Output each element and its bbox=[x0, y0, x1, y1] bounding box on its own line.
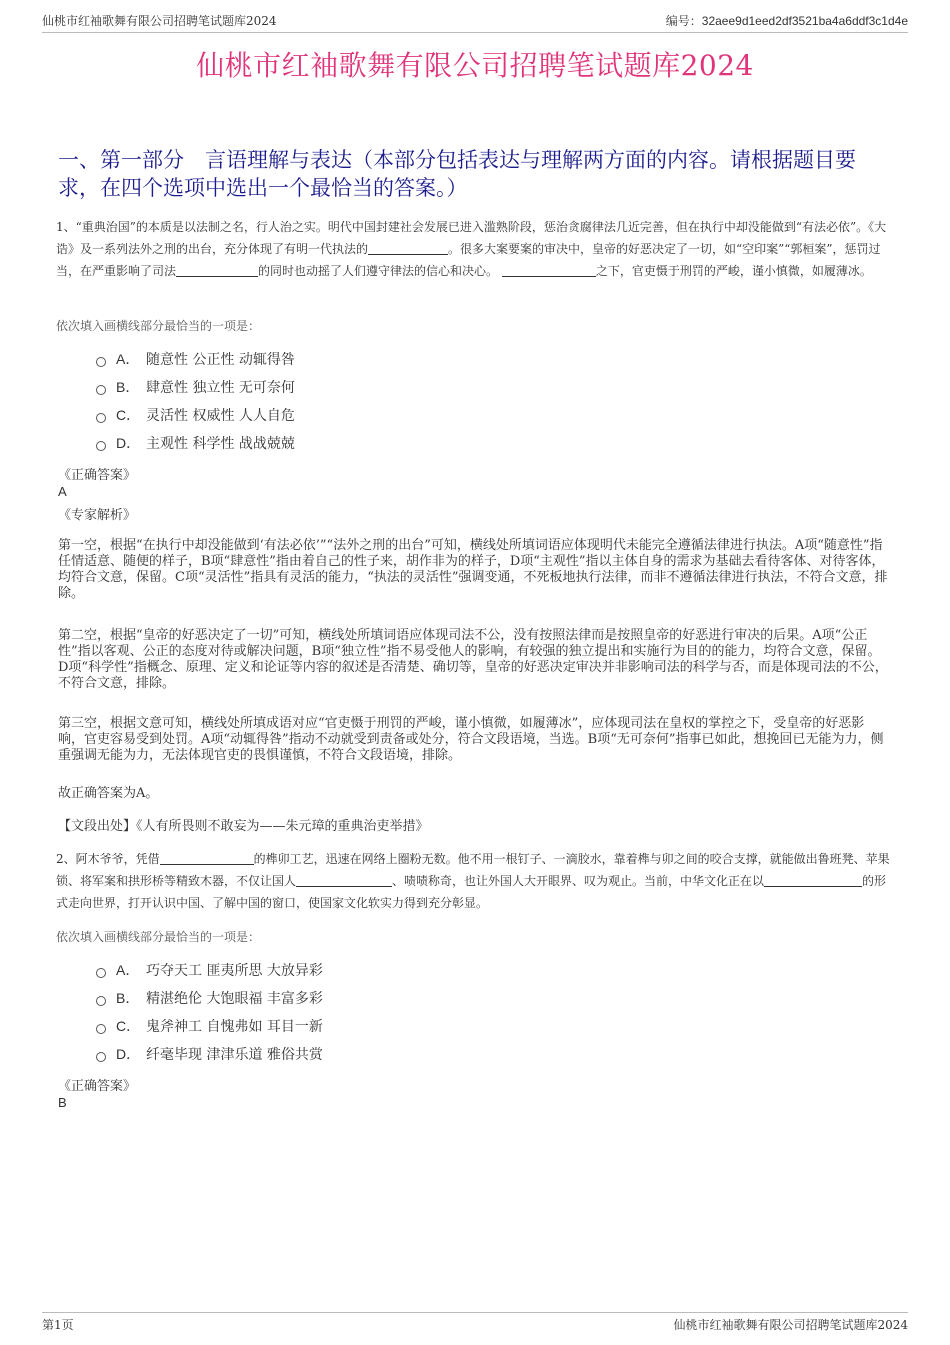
question-1-answer-label: 《正确答案》 bbox=[58, 468, 137, 483]
question-2-answer: B bbox=[58, 1095, 67, 1110]
footer-doc-name: 仙桃市红袖歌舞有限公司招聘笔试题库2024 bbox=[673, 1318, 908, 1332]
fill-blank bbox=[296, 872, 392, 887]
option-a[interactable] bbox=[96, 956, 323, 984]
question-1-text bbox=[56, 216, 890, 282]
document-title: 仙桃市红袖歌舞有限公司招聘笔试题库2024 bbox=[196, 49, 754, 82]
radio-button-icon[interactable] bbox=[96, 1024, 106, 1034]
option-letter: D． bbox=[116, 1046, 141, 1062]
radio-button-icon[interactable] bbox=[96, 968, 106, 978]
option-text: 主观性 科学性 战战兢兢 bbox=[146, 436, 295, 452]
question-1-text-part-4: 之下，官吏慑于刑罚的严峻，谨小慎微，如履薄冰。 bbox=[595, 264, 872, 278]
header-serial-number: 编号：32aee9d1eed2df3521ba4a6ddf3c1d4e bbox=[665, 14, 908, 28]
analysis-conclusion: 故正确答案为A。 bbox=[58, 786, 159, 801]
question-2-text-part-2: 的榫卯工艺，迅速在网络上圈粉无数。他不用一根钉子、一滴胶水，靠着榫与卯之间的咬合支撑，就能做出鲁班凳、苹果锁、将军案和拱形桥等精致木器，不仅让国人 bbox=[56, 852, 890, 888]
page-footer bbox=[42, 1312, 908, 1333]
option-c[interactable] bbox=[96, 401, 295, 429]
question-2-options bbox=[96, 956, 323, 1068]
analysis-paragraph-2: 第二空，根据“皇帝的好恶决定了一切”可知，横线处所填词语应体现司法不公，没有按照法律而是按照皇帝的好恶进行审决的后果。A项“公正性”指以客观、公正的态度对待或解决问题，B项“独立性”指不易受他人的影响，有较强的独立提出和实施行为目的的能力，均符合文意，保留。D项“科学性”指概念、原理、定义和论证等内容的叙述是否清楚、确切等，皇帝的好恶决定审决并非影响司法的科学与否，而是体现司法的不公，不符合文意，排除。 bbox=[58, 628, 888, 691]
fill-blank bbox=[368, 240, 448, 255]
option-letter: A． bbox=[116, 962, 140, 978]
question-2-text-part-1: 2、阿木爷爷，凭借 bbox=[56, 852, 160, 866]
section-title: 一、第一部分 言语理解与表达（本部分包括表达与理解两方面的内容。请根据题目要求，在四个选项中选出一个最恰当的答案。） bbox=[58, 148, 856, 200]
question-1-options bbox=[96, 345, 295, 457]
page-header bbox=[42, 12, 908, 33]
question-1-text-part-2: 。很多大案要案的审决中，皇帝的好恶决定了一切，如“空印案”“郭桓案”，惩罚过当，在严重影响了司法 bbox=[56, 242, 881, 278]
option-b[interactable] bbox=[96, 373, 295, 401]
option-text: 精湛绝伦 大饱眼福 丰富多彩 bbox=[146, 991, 323, 1007]
option-letter: B． bbox=[116, 990, 140, 1006]
question-1-text-part-1: 1、“重典治国”的本质是以法制之名，行人治之实。明代中国封建社会发展已进入滥熟阶段，惩治贪腐律法几近完善，但在执行中却没能做到“有法必依”。《大诰》及一系列法外之刑的出台，充分体现了有明一代执法的 bbox=[56, 220, 887, 256]
option-text: 灵活性 权威性 人人自危 bbox=[146, 408, 295, 424]
fill-blank bbox=[502, 262, 596, 277]
option-letter: B． bbox=[116, 379, 140, 395]
question-2-answer-label: 《正确答案》 bbox=[58, 1079, 137, 1094]
option-text: 纤毫毕现 津津乐道 雅俗共赏 bbox=[146, 1047, 323, 1063]
question-1-instruction: 依次填入画横线部分最恰当的一项是： bbox=[56, 319, 261, 333]
option-letter: A． bbox=[116, 351, 140, 367]
radio-button-icon[interactable] bbox=[96, 996, 106, 1006]
question-2-text-part-4: 的形式走向世界，打开认识中国、了解中国的窗口，使国家文化软实力得到充分彰显。 bbox=[56, 874, 887, 910]
analysis-paragraph-3: 第三空，根据文意可知，横线处所填成语对应“官吏慑于刑罚的严峻，谨小慎微，如履薄冰”，应体现司法在皇权的掌控之下，受皇帝的好恶影响，官吏容易受到处罚。A项“动辄得咎”指动不动就受到责备或处分，符合文段语境，当选。B项“无可奈何”指事已如此，想挽回已无能为力，侧重强调无能为力，无法体现官吏的畏惧谨慎，不符合文段语境，排除。 bbox=[58, 716, 884, 763]
fill-blank bbox=[160, 850, 254, 865]
fill-blank bbox=[764, 872, 862, 887]
radio-button-icon[interactable] bbox=[96, 1052, 106, 1062]
question-1-text-part-3: 的同时也动摇了人们遵守律法的信心和决心。 bbox=[258, 264, 499, 278]
option-a[interactable] bbox=[96, 345, 295, 373]
option-d[interactable] bbox=[96, 1040, 323, 1068]
question-1-analysis-label: 《专家解析》 bbox=[58, 508, 137, 523]
page-number: 第1页 bbox=[42, 1318, 74, 1332]
header-doc-name: 仙桃市红袖歌舞有限公司招聘笔试题库2024 bbox=[42, 14, 277, 28]
option-text: 巧夺天工 匪夷所思 大放异彩 bbox=[146, 963, 323, 979]
analysis-paragraph-1: 第一空，根据“在执行中却没能做到‘有法必依’”“法外之刑的出台”可知，横线处所填词语应体现明代未能完全遵循法律进行执法。A项“随意性”指任情适意、随便的样子，B项“肆意性”指由着自己的性子来，胡作非为的样子，D项“主观性”指以主体自身的需求为基础去看待客体、对待客体，均符合文意，保留。C项“灵活性”指具有灵活的能力，“执法的灵活性”强调变通，不死板地执行法律，而非不遵循法律进行执法，不符合文意，排除。 bbox=[58, 538, 888, 601]
question-2-instruction: 依次填入画横线部分最恰当的一项是： bbox=[56, 930, 261, 944]
option-text: 鬼斧神工 自愧弗如 耳目一新 bbox=[146, 1019, 323, 1035]
fill-blank bbox=[176, 262, 258, 277]
option-d[interactable] bbox=[96, 429, 295, 457]
radio-button-icon[interactable] bbox=[96, 385, 106, 395]
option-text: 肆意性 独立性 无可奈何 bbox=[146, 380, 295, 396]
option-letter: C． bbox=[116, 407, 141, 423]
question-1-answer: A bbox=[58, 484, 67, 499]
analysis-source: 【文段出处】《人有所畏则不敢妄为——朱元璋的重典治吏举措》 bbox=[58, 819, 429, 834]
radio-button-icon[interactable] bbox=[96, 441, 106, 451]
radio-button-icon[interactable] bbox=[96, 357, 106, 367]
option-letter: D． bbox=[116, 435, 141, 451]
option-c[interactable] bbox=[96, 1012, 323, 1040]
option-letter: C． bbox=[116, 1018, 141, 1034]
question-2-text-part-3: 、啧啧称奇，也让外国人大开眼界、叹为观止。当前，中华文化正在以 bbox=[392, 874, 765, 888]
question-2-text bbox=[56, 848, 890, 914]
option-text: 随意性 公正性 动辄得咎 bbox=[146, 352, 295, 368]
radio-button-icon[interactable] bbox=[96, 413, 106, 423]
option-b[interactable] bbox=[96, 984, 323, 1012]
